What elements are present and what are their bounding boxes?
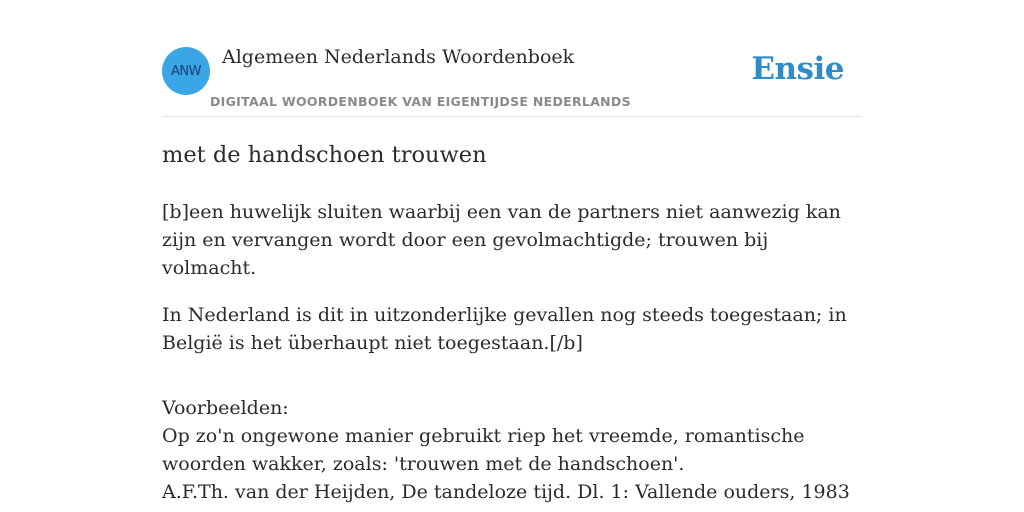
definition-paragraph: [b]een huwelijk sluiten waarbij een van de partners niet aanwezig kan zijn en vervangen wordt door een gevolmachtigde; trouwen bij volmacht.	[162, 201, 841, 279]
examples-heading: Voorbeelden:	[162, 397, 289, 419]
definition-paragraph: In Nederland is dit in uitzonderlijke gevallen nog steeds toegestaan; in België is het überhaupt niet toegestaan.[/b]	[162, 304, 847, 354]
examples-section	[162, 394, 862, 506]
ensie-brand-logo[interactable]: Ensie	[751, 51, 844, 87]
site-header	[162, 0, 862, 117]
logo-text: ANW	[171, 63, 201, 79]
example-quote: Op zo'n ongewone manier gebruikt riep het vreemde, romantische woorden wakker, zoals: 'trouwen met de handschoen'.	[162, 425, 805, 475]
entry-term: met de handschoen trouwen	[162, 142, 487, 168]
anw-logo[interactable]	[162, 47, 210, 95]
example-source: A.F.Th. van der Heijden, De tandeloze tijd. Dl. 1: Vallende ouders, 1983	[162, 481, 850, 503]
site-subtitle: DIGITAAL WOORDENBOEK VAN EIGENTIJDSE NEDERLANDS	[210, 94, 631, 109]
entry-content	[162, 136, 862, 506]
site-title[interactable]: Algemeen Nederlands Woordenboek	[222, 46, 575, 68]
